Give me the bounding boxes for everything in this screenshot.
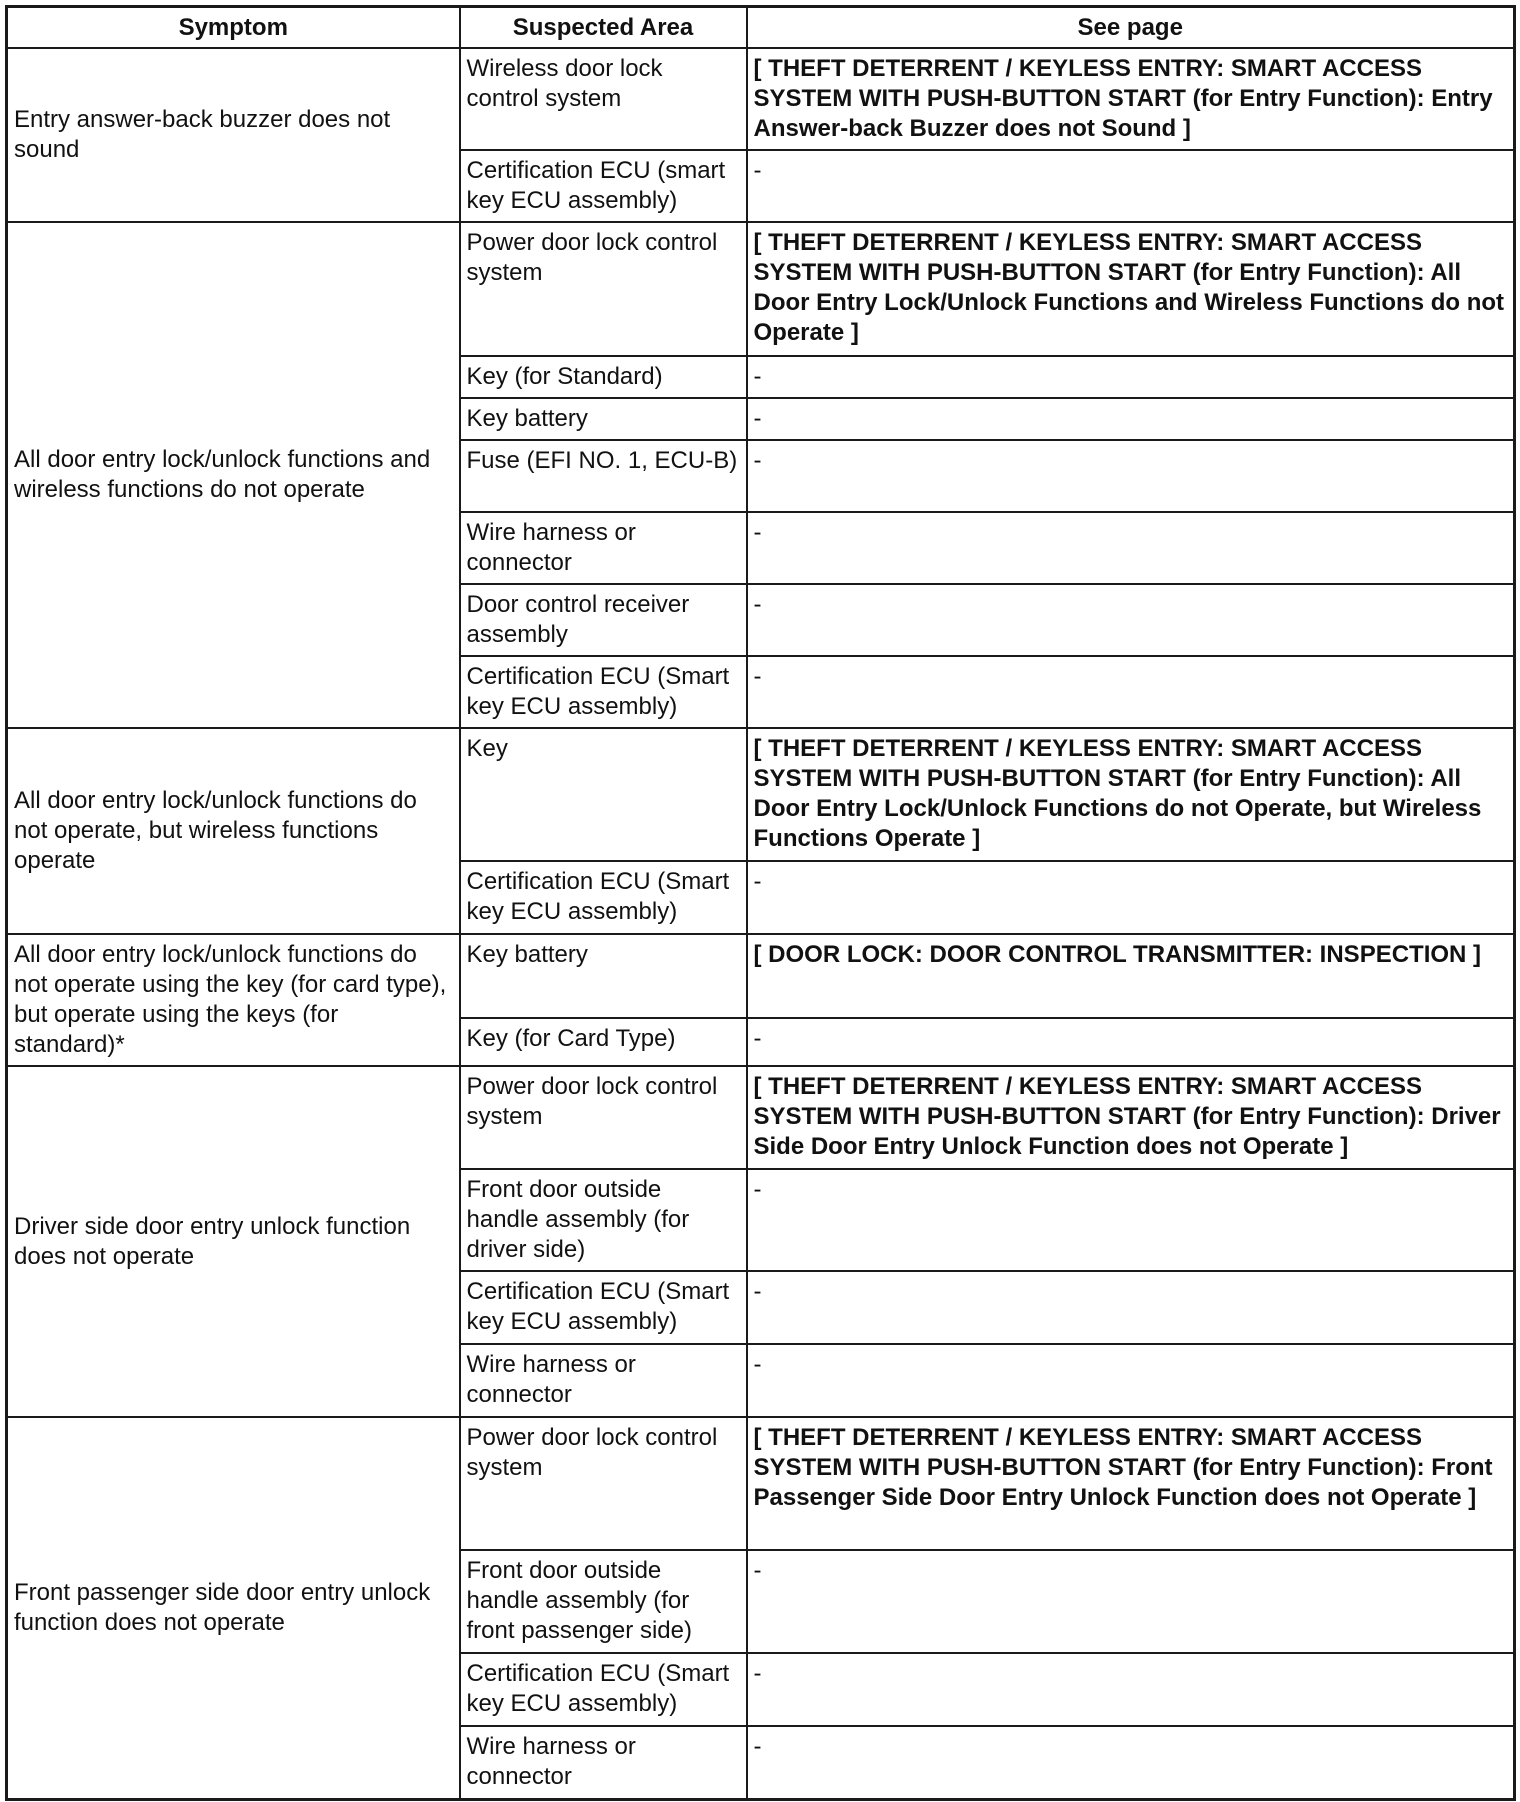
suspected-area-cell: Certification ECU (Smart key ECU assembly): [460, 861, 747, 934]
suspected-area-cell: Key: [460, 728, 747, 861]
suspected-area-cell: Wire harness or connector: [460, 512, 747, 584]
suspected-area-cell: Certification ECU (Smart key ECU assembly): [460, 1271, 747, 1344]
see-page-cell: [ THEFT DETERRENT / KEYLESS ENTRY: SMART ACCESS SYSTEM WITH PUSH-BUTTON START (for Entry Function): Front Passenger Side Door Entry Unlock Function does not Operate ]: [747, 1417, 1515, 1550]
suspected-area-cell: Key battery: [460, 398, 747, 440]
symptom-cell: Driver side door entry unlock function does not operate: [7, 1066, 460, 1417]
table-row: [7, 48, 1515, 150]
suspected-area-cell: Certification ECU (Smart key ECU assembly): [460, 1653, 747, 1726]
see-page-cell: -: [747, 1653, 1515, 1726]
suspected-area-cell: Key (for Standard): [460, 356, 747, 398]
symptom-cell: All door entry lock/unlock functions and wireless functions do not operate: [7, 222, 460, 728]
see-page-cell: [ DOOR LOCK: DOOR CONTROL TRANSMITTER: INSPECTION ]: [747, 934, 1515, 1018]
symptom-cell: All door entry lock/unlock functions do not operate, but wireless functions operate: [7, 728, 460, 934]
suspected-area-cell: Front door outside handle assembly (for front passenger side): [460, 1550, 747, 1653]
header-suspected-area: Suspected Area: [460, 7, 747, 49]
suspected-area-cell: Wire harness or connector: [460, 1344, 747, 1417]
table-header-row: [7, 7, 1515, 49]
suspected-area-cell: Front door outside handle assembly (for driver side): [460, 1169, 747, 1271]
suspected-area-cell: Power door lock control system: [460, 1417, 747, 1550]
table-row: [7, 1417, 1515, 1550]
table-row: [7, 728, 1515, 861]
suspected-area-cell: Key (for Card Type): [460, 1018, 747, 1066]
suspected-area-cell: Power door lock control system: [460, 1066, 747, 1169]
suspected-area-cell: Certification ECU (smart key ECU assembly): [460, 150, 747, 222]
symptom-cell: Entry answer-back buzzer does not sound: [7, 48, 460, 222]
header-symptom: Symptom: [7, 7, 460, 49]
see-page-cell: [ THEFT DETERRENT / KEYLESS ENTRY: SMART ACCESS SYSTEM WITH PUSH-BUTTON START (for Entry Function): Driver Side Door Entry Unlock Function does not Operate ]: [747, 1066, 1515, 1169]
suspected-area-cell: Key battery: [460, 934, 747, 1018]
symptom-cell: All door entry lock/unlock functions do not operate using the key (for card type), but operate using the keys (for standard)*: [7, 934, 460, 1066]
symptom-cell: Front passenger side door entry unlock function does not operate: [7, 1417, 460, 1799]
see-page-cell: [ THEFT DETERRENT / KEYLESS ENTRY: SMART ACCESS SYSTEM WITH PUSH-BUTTON START (for Entry Function): Entry Answer-back Buzzer does not Sound ]: [747, 48, 1515, 150]
suspected-area-cell: Fuse (EFI NO. 1, ECU-B): [460, 440, 747, 512]
suspected-area-cell: Wire harness or connector: [460, 1726, 747, 1799]
see-page-cell: -: [747, 356, 1515, 398]
see-page-cell: -: [747, 512, 1515, 584]
suspected-area-cell: Door control receiver assembly: [460, 584, 747, 656]
see-page-cell: -: [747, 440, 1515, 512]
symptom-table: [5, 5, 1516, 1801]
see-page-cell: -: [747, 656, 1515, 728]
suspected-area-cell: Wireless door lock control system: [460, 48, 747, 150]
see-page-cell: -: [747, 1726, 1515, 1799]
table-row: [7, 934, 1515, 1018]
see-page-cell: -: [747, 1550, 1515, 1653]
see-page-cell: [ THEFT DETERRENT / KEYLESS ENTRY: SMART ACCESS SYSTEM WITH PUSH-BUTTON START (for Entry Function): All Door Entry Lock/Unlock Functions and Wireless Functions do not Operate ]: [747, 222, 1515, 356]
see-page-cell: -: [747, 1169, 1515, 1271]
suspected-area-cell: Certification ECU (Smart key ECU assembly): [460, 656, 747, 728]
see-page-cell: -: [747, 1344, 1515, 1417]
see-page-cell: -: [747, 150, 1515, 222]
see-page-cell: -: [747, 584, 1515, 656]
see-page-cell: [ THEFT DETERRENT / KEYLESS ENTRY: SMART ACCESS SYSTEM WITH PUSH-BUTTON START (for Entry Function): All Door Entry Lock/Unlock Functions do not Operate, but Wireless Functions Operate ]: [747, 728, 1515, 861]
symptom-table-container: [5, 5, 1516, 1801]
suspected-area-cell: Power door lock control system: [460, 222, 747, 356]
see-page-cell: -: [747, 1271, 1515, 1344]
see-page-cell: -: [747, 398, 1515, 440]
table-row: [7, 222, 1515, 356]
see-page-cell: -: [747, 1018, 1515, 1066]
header-see-page: See page: [747, 7, 1515, 49]
table-row: [7, 1066, 1515, 1169]
see-page-cell: -: [747, 861, 1515, 934]
